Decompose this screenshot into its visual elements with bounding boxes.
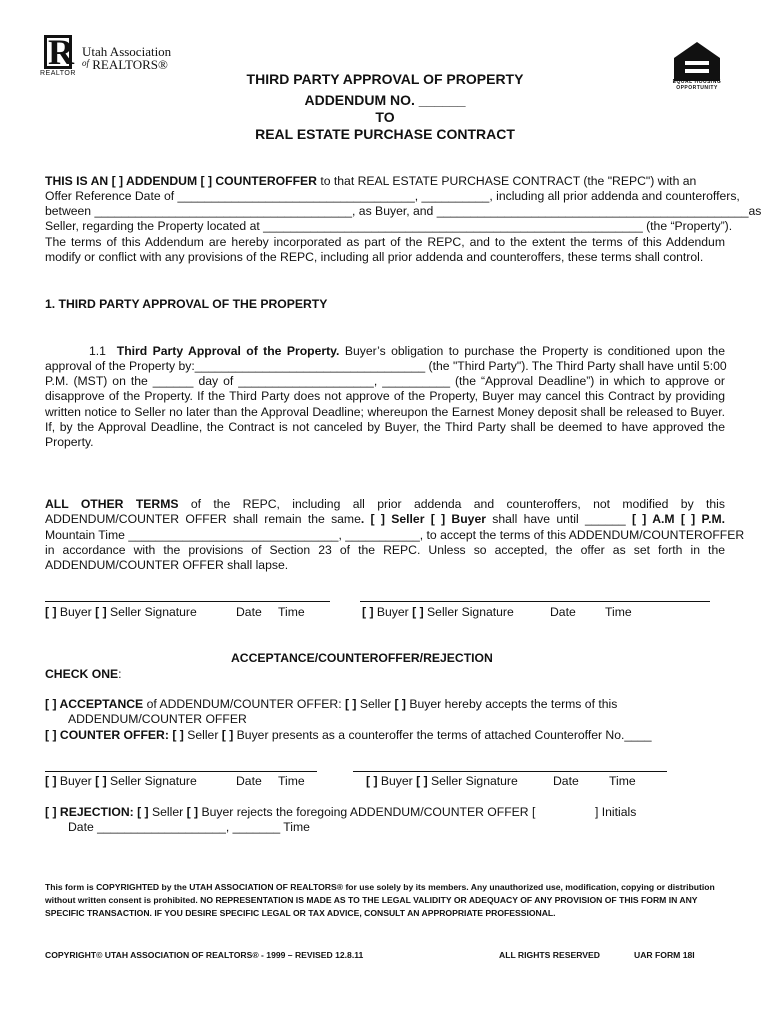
rejection-option[interactable]: [ ] REJECTION: [ ] Seller [ ] Buyer rejects the foregoing ADDENDUM/COUNTER OFFER [ xyxy=(45,805,536,819)
intro-line: Offer Reference Date of ___________________________________, __________, including all prior addenda and counteroffers, xyxy=(45,189,740,203)
association-name-line2: $^{of}$ REALTORS® xyxy=(82,57,168,72)
other-terms-line: in accordance with the provisions of Section 23 of the REPC. Unless so accepted, the offer as set forth in the xyxy=(45,543,725,557)
realtor-logo-mark: R xyxy=(48,32,74,72)
section-paragraph-line: P.M. (MST) on the ______ day of ____________________, __________ (the “Approval Deadline”) in which to approve or xyxy=(45,374,725,388)
form-title-line4: REAL ESTATE PURCHASE CONTRACT xyxy=(255,126,515,142)
signature-line[interactable] xyxy=(45,601,330,602)
other-terms-line: ADDENDUM/COUNTER OFFER shall lapse. xyxy=(45,558,289,572)
signature-caption: [ ] Buyer [ ] Seller Signature xyxy=(362,605,514,619)
copyright-line: COPYRIGHT© UTAH ASSOCIATION OF REALTORS® - 1999 – REVISED 12.8.11 xyxy=(45,950,364,960)
rejection-date-line: Date ___________________, _______ Time xyxy=(68,820,310,834)
section-paragraph-line: Property. xyxy=(45,435,94,449)
intro-line: between ______________________________________, as Buyer, and ______________________________________________as xyxy=(45,204,762,218)
copyright-notice: This form is COPYRIGHTED by the UTAH ASSOCIATION OF REALTORS® for use solely by its members. Any unauthorized use, modification, copying or distribution without written consent is prohibited. NO REPRESENTATION IS MADE AS TO THE LEGAL VALIDITY OR ADEQUACY OF ANY PROVISION OF THIS FORM IN ANY SPECIFIC TRANSACTION. IF YOU DESIRE SPECIFIC LEGAL OR TAX ADVICE, CONSULT AN APPROPRIATE PROFESSIONAL. xyxy=(45,882,715,918)
acceptance-heading: ACCEPTANCE/COUNTEROFFER/REJECTION xyxy=(231,651,493,665)
counter-offer-option[interactable]: [ ] COUNTER OFFER: [ ] Seller [ ] Buyer presents as a counteroffer the terms of attached Counteroffer No.____ xyxy=(45,728,652,742)
intro-line: THIS IS AN [ ] ADDENDUM [ ] COUNTEROFFER to that REAL ESTATE PURCHASE CONTRACT (the "REPC") with an xyxy=(45,174,697,188)
signature-date-label: Date xyxy=(553,774,579,788)
section-heading: 1. THIRD PARTY APPROVAL OF THE PROPERTY xyxy=(45,297,328,311)
equal-housing-caption: EQUAL HOUSING OPPORTUNITY xyxy=(672,79,722,91)
other-terms-line: ALL OTHER TERMS of the REPC, including all prior addenda and counteroffers, not modified by this xyxy=(45,497,725,511)
form-title-line1: THIRD PARTY APPROVAL OF PROPERTY xyxy=(246,71,524,87)
signature-date-label: Date xyxy=(236,774,262,788)
signature-caption: [ ] Buyer [ ] Seller Signature xyxy=(366,774,518,788)
acceptance-option-cont: ADDENDUM/COUNTER OFFER xyxy=(68,712,247,726)
signature-date-label: Date xyxy=(236,605,262,619)
acceptance-option[interactable]: [ ] ACCEPTANCE of ADDENDUM/COUNTER OFFER: [ ] Seller [ ] Buyer hereby accepts the terms of this xyxy=(45,697,618,711)
other-terms-line: ADDENDUM/COUNTER OFFER shall remain the same. [ ] Seller [ ] Buyer shall have until ______ [ ] A.M [ ] P.M. xyxy=(45,512,725,526)
signature-line[interactable] xyxy=(360,601,710,602)
section-paragraph-line: disapprove of the Property. If the Third Party does not approve of the Property, Buyer may cancel this Contract by providing xyxy=(45,389,725,403)
signature-time-label: Time xyxy=(278,774,305,788)
association-name-line1: Utah Association xyxy=(82,44,172,59)
section-paragraph-line: If, by the Approval Deadline, the Contract is not canceled by Buyer, the Third Party shall be deemed to have approved the xyxy=(45,420,725,434)
section-paragraph-line: 1.1 Third Party Approval of the Property. Buyer’s obligation to purchase the Property is conditioned upon the xyxy=(89,344,725,358)
form-title-line3: TO xyxy=(375,109,395,125)
rejection-initials-label: ] Initials xyxy=(595,805,637,819)
intro-line: modify or conflict with any provisions of the REPC, including all prior addenda and counteroffers, these terms shall control. xyxy=(45,250,704,264)
section-paragraph-line: approval of the Property by:__________________________________ (the "Third Party"). The Third Party shall have until 5:00 xyxy=(45,359,727,373)
signature-caption: [ ] Buyer [ ] Seller Signature xyxy=(45,774,197,788)
other-terms-line: Mountain Time _______________________________, ___________, to accept the terms of this ADDENDUM/COUNTEROFFER xyxy=(45,528,745,542)
section-paragraph-line: written notice to Seller no later than the Approval Deadline; whereupon the Earnest Money deposit shall be released to Buyer. xyxy=(45,405,725,419)
check-one-label: CHECK ONE: xyxy=(45,667,122,681)
intro-line: The terms of this Addendum are hereby incorporated as part of the REPC, and to the extent the terms of this Addendum xyxy=(45,235,725,249)
signature-caption: [ ] Buyer [ ] Seller Signature xyxy=(45,605,197,619)
signature-time-label: Time xyxy=(609,774,636,788)
signature-line[interactable] xyxy=(45,771,317,772)
intro-line: Seller, regarding the Property located at ________________________________________________________ (the “Property”). xyxy=(45,219,733,233)
signature-time-label: Time xyxy=(278,605,305,619)
rights-reserved: ALL RIGHTS RESERVED xyxy=(499,950,600,960)
signature-date-label: Date xyxy=(550,605,576,619)
form-title-line2: ADDENDUM NO. ______ xyxy=(304,92,466,108)
realtor-logo-word: REALTOR xyxy=(40,70,76,77)
signature-time-label: Time xyxy=(605,605,632,619)
signature-line[interactable] xyxy=(353,771,667,772)
form-number: UAR FORM 18I xyxy=(634,950,695,960)
